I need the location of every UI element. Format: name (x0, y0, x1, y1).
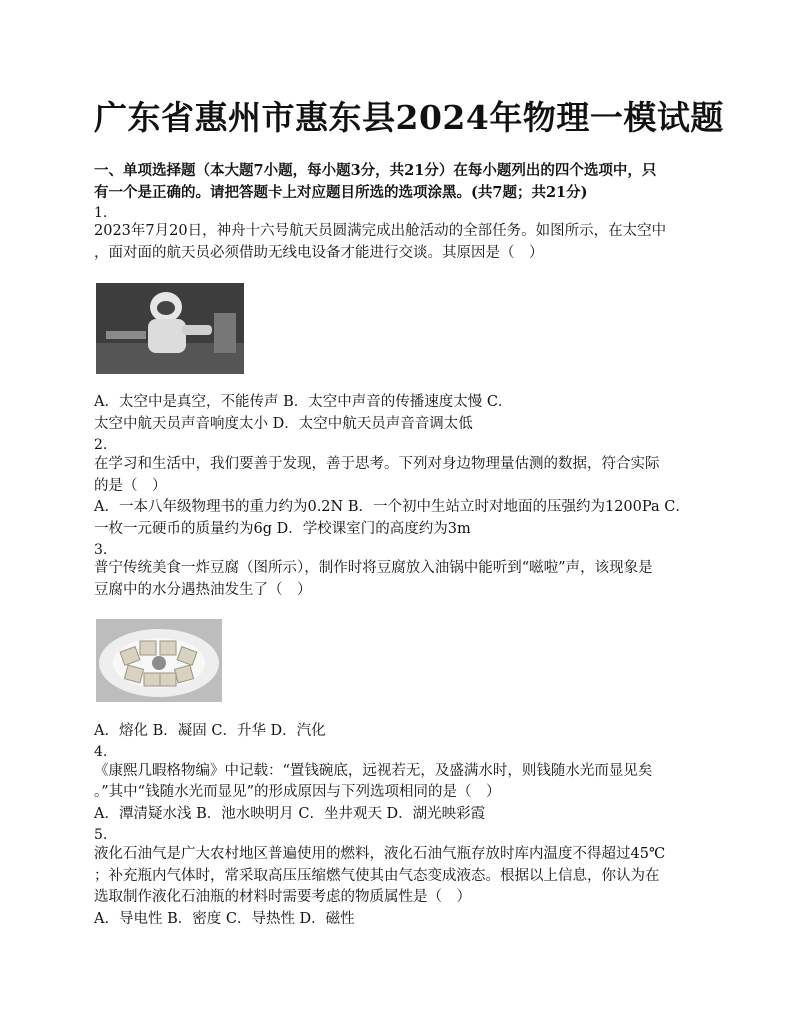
question-3-stem-line-1: 普宁传统美食一炸豆腐（图所示），制作时将豆腐放入油锅中能听到“嗞啦”声，该现象是 (94, 560, 653, 576)
question-2-stem-line-1: 在学习和生活中，我们要善于发现，善于思考。下列对身边物理量估测的数据，符合实际 (94, 456, 660, 472)
question-4-stem-line-2: 。”其中“钱随水光而显见”的形成原因与下列选项相同的是（ ） (94, 784, 501, 800)
question-3-number: 3. (94, 542, 108, 558)
question-4-stem-line-1: 《康熙几暇格物编》中记载：“置钱碗底，远视若无，及盛满水时，则钱随水光而显见矣 (94, 763, 653, 779)
question-2-options-line-2: 一枚一元硬币的质量约为6g D．学校课室门的高度约为3m (94, 521, 471, 537)
question-3-stem-line-2: 豆腐中的水分遇热油发生了（ ） (94, 582, 312, 598)
question-1-stem-line-1: 2023年7月20日，神舟十六号航天员圆满完成出舱活动的全部任务。如图所示，在太空中 (94, 223, 667, 239)
page-title: 广东省惠州市惠东县2024年物理一模试题 (94, 98, 724, 137)
section-header (94, 160, 704, 204)
fried-tofu-photo (96, 619, 222, 702)
question-5-stem-line-3: 选取制作液化石油瓶的材料时需要考虑的物质属性是（ ） (94, 889, 471, 905)
section-header-line-1: 一、单项选择题（本大题7小题，每小题3分，共21分）在每小题列出的四个选项中，只 (94, 162, 657, 179)
question-1-options-line-2: 太空中航天员声音响度太小 D．太空中航天员声音音调太低 (94, 416, 473, 432)
question-2-stem-line-2: 的是（ ） (94, 478, 167, 494)
question-2-number: 2. (94, 437, 108, 453)
question-4-options-line-1: A．潭清疑水浅 B．池水映明月 C．坐井观天 D．湖光映彩霞 (94, 806, 486, 822)
question-5-stem-line-2: ；补充瓶内气体时，常采取高压压缩燃气使其由气态变成液态。根据以上信息，你认为在 (94, 868, 660, 884)
question-5-number: 5. (94, 827, 108, 843)
question-1-number: 1. (94, 205, 108, 221)
astronaut-photo (96, 283, 244, 374)
section-header-line-2: 有一个是正确的。请把答题卡上对应题目所选的选项涂黑。(共7题；共21分) (94, 184, 588, 201)
question-1-options-line-1: A．太空中是真空，不能传声 B．太空中声音的传播速度太慢 C． (94, 394, 513, 410)
question-5-options-line-1: A．导电性 B．密度 C．导热性 D．磁性 (94, 911, 355, 927)
question-5-stem-line-1: 液化石油气是广大农村地区普遍使用的燃料，液化石油气瓶存放时库内温度不得超过45℃ (94, 846, 666, 862)
question-2-options-line-1: A．一本八年级物理书的重力约为0.2N B．一个初中生站立时对地面的压强约为1200Pa C． (94, 499, 690, 515)
question-4-number: 4. (94, 744, 108, 760)
question-3-options-line-1: A．熔化 B．凝固 C．升华 D．汽化 (94, 723, 326, 739)
question-1-stem-line-2: ，面对面的航天员必须借助无线电设备才能进行交谈。其原因是（ ） (94, 245, 544, 261)
